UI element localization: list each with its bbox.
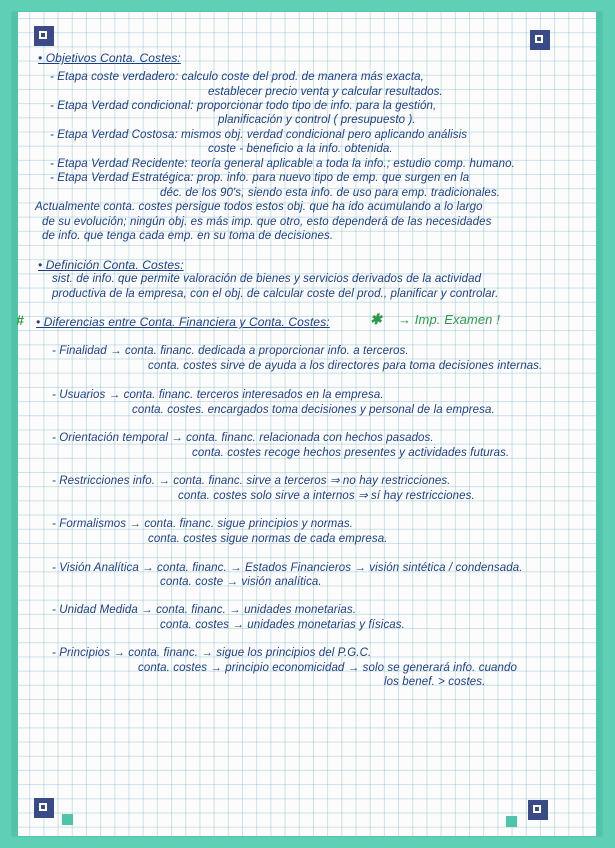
corner-mark-icon <box>34 26 54 46</box>
note-line: - Principios → conta. financ. → sigue los principios del P.G.C. <box>52 647 372 659</box>
note-line: conta. costes recoge hechos presentes y actividades futuras. <box>192 447 510 459</box>
note-line: - Etapa Verdad Costosa: mismos obj. verdad condicional pero aplicando análisis <box>50 129 468 141</box>
note-line: - Etapa Verdad Estratégica: prop. info. para nuevo tipo de emp. que surgen en la <box>50 172 470 184</box>
note-line: de info. que tenga cada emp. en su toma de decisiones. <box>42 230 334 242</box>
note-line: - Finalidad → conta. financ. dedicada a proporcionar info. a terceros. <box>52 345 409 357</box>
note-line: - Unidad Medida → conta. financ. → unidades monetarias. <box>52 604 357 616</box>
right-border-strip <box>596 12 602 836</box>
note-line: conta. costes. encargados toma decisiones y personal de la empresa. <box>132 404 495 416</box>
note-line: - Etapa Verdad Recidente: teoría general aplicable a toda la info.; estudio comp. humano. <box>50 158 515 170</box>
corner-mark-icon <box>528 800 548 820</box>
note-line: - Etapa coste verdadero: calculo coste del prod. de manera más exacta, <box>50 71 424 83</box>
note-line: conta. costes → principio economicidad → solo se generará info. cuando <box>138 662 518 674</box>
note-line: conta. costes solo sirve a internos ⇒ sí hay restricciones. <box>178 490 475 502</box>
note-line: conta. coste → visión analítica. <box>160 576 322 588</box>
note-line: Actualmente conta. costes persigue todos estos obj. que ha ido acumulando a lo largo <box>35 201 483 213</box>
heading-diferencias: • Diferencias entre Conta. Financiera y Conta. Costes: <box>36 315 330 329</box>
corner-square-icon <box>62 814 73 825</box>
note-line: - Restricciones info. → conta. financ. sirve a terceros ⇒ no hay restricciones. <box>52 475 451 487</box>
corner-mark-icon <box>34 798 54 818</box>
heading-definicion: • Definición Conta. Costes: <box>38 258 184 272</box>
note-line: productiva de la empresa, con el obj. de calcular coste del prod., planificar y controlar. <box>52 288 499 300</box>
note-line: conta. costes → unidades monetarias y físicas. <box>160 619 405 631</box>
note-line: conta. costes sirve de ayuda a los directores para toma decisiones internas. <box>148 360 543 372</box>
note-line: planificación y control ( presupuesto ). <box>218 114 416 126</box>
note-line: de su evolución; ningún obj. es más imp. que otro, esto dependerá de las necesidades <box>42 216 492 228</box>
note-line: sist. de info. que permite valoración de bienes y servicios derivados de la actividad <box>52 273 482 285</box>
note-line: - Formalismos → conta. financ. sigue principios y normas. <box>52 518 353 530</box>
note-line: - Visión Analítica → conta. financ. → Estados Financieros → visión sintética / condensada. <box>52 562 523 574</box>
note-line: los benef. > costes. <box>384 676 486 688</box>
note-line: - Usuarios → conta. financ. terceros interesados en la empresa. <box>52 389 384 401</box>
left-border-strip <box>12 12 18 836</box>
note-line: - Etapa Verdad condicional: proporcionar todo tipo de info. para la gestión, <box>50 100 437 112</box>
note-line: conta. costes sigue normas de cada empresa. <box>148 533 388 545</box>
exam-note: → Imp. Examen ! <box>398 312 500 327</box>
note-line: coste - beneficio a la info. obtenida. <box>208 143 393 155</box>
note-line: establecer precio venta y calcular resultados. <box>208 86 443 98</box>
note-line: déc. de los 90's, siendo esta info. de uso para emp. tradicionales. <box>160 187 501 199</box>
corner-square-icon <box>506 816 517 827</box>
heading-objetivos: • Objetivos Conta. Costes: <box>38 51 181 65</box>
star-mark: ✱ <box>370 311 382 327</box>
corner-mark-icon <box>530 30 550 50</box>
note-line: - Orientación temporal → conta. financ. relacionada con hechos pasados. <box>52 432 434 444</box>
hash-mark: # <box>16 312 24 328</box>
